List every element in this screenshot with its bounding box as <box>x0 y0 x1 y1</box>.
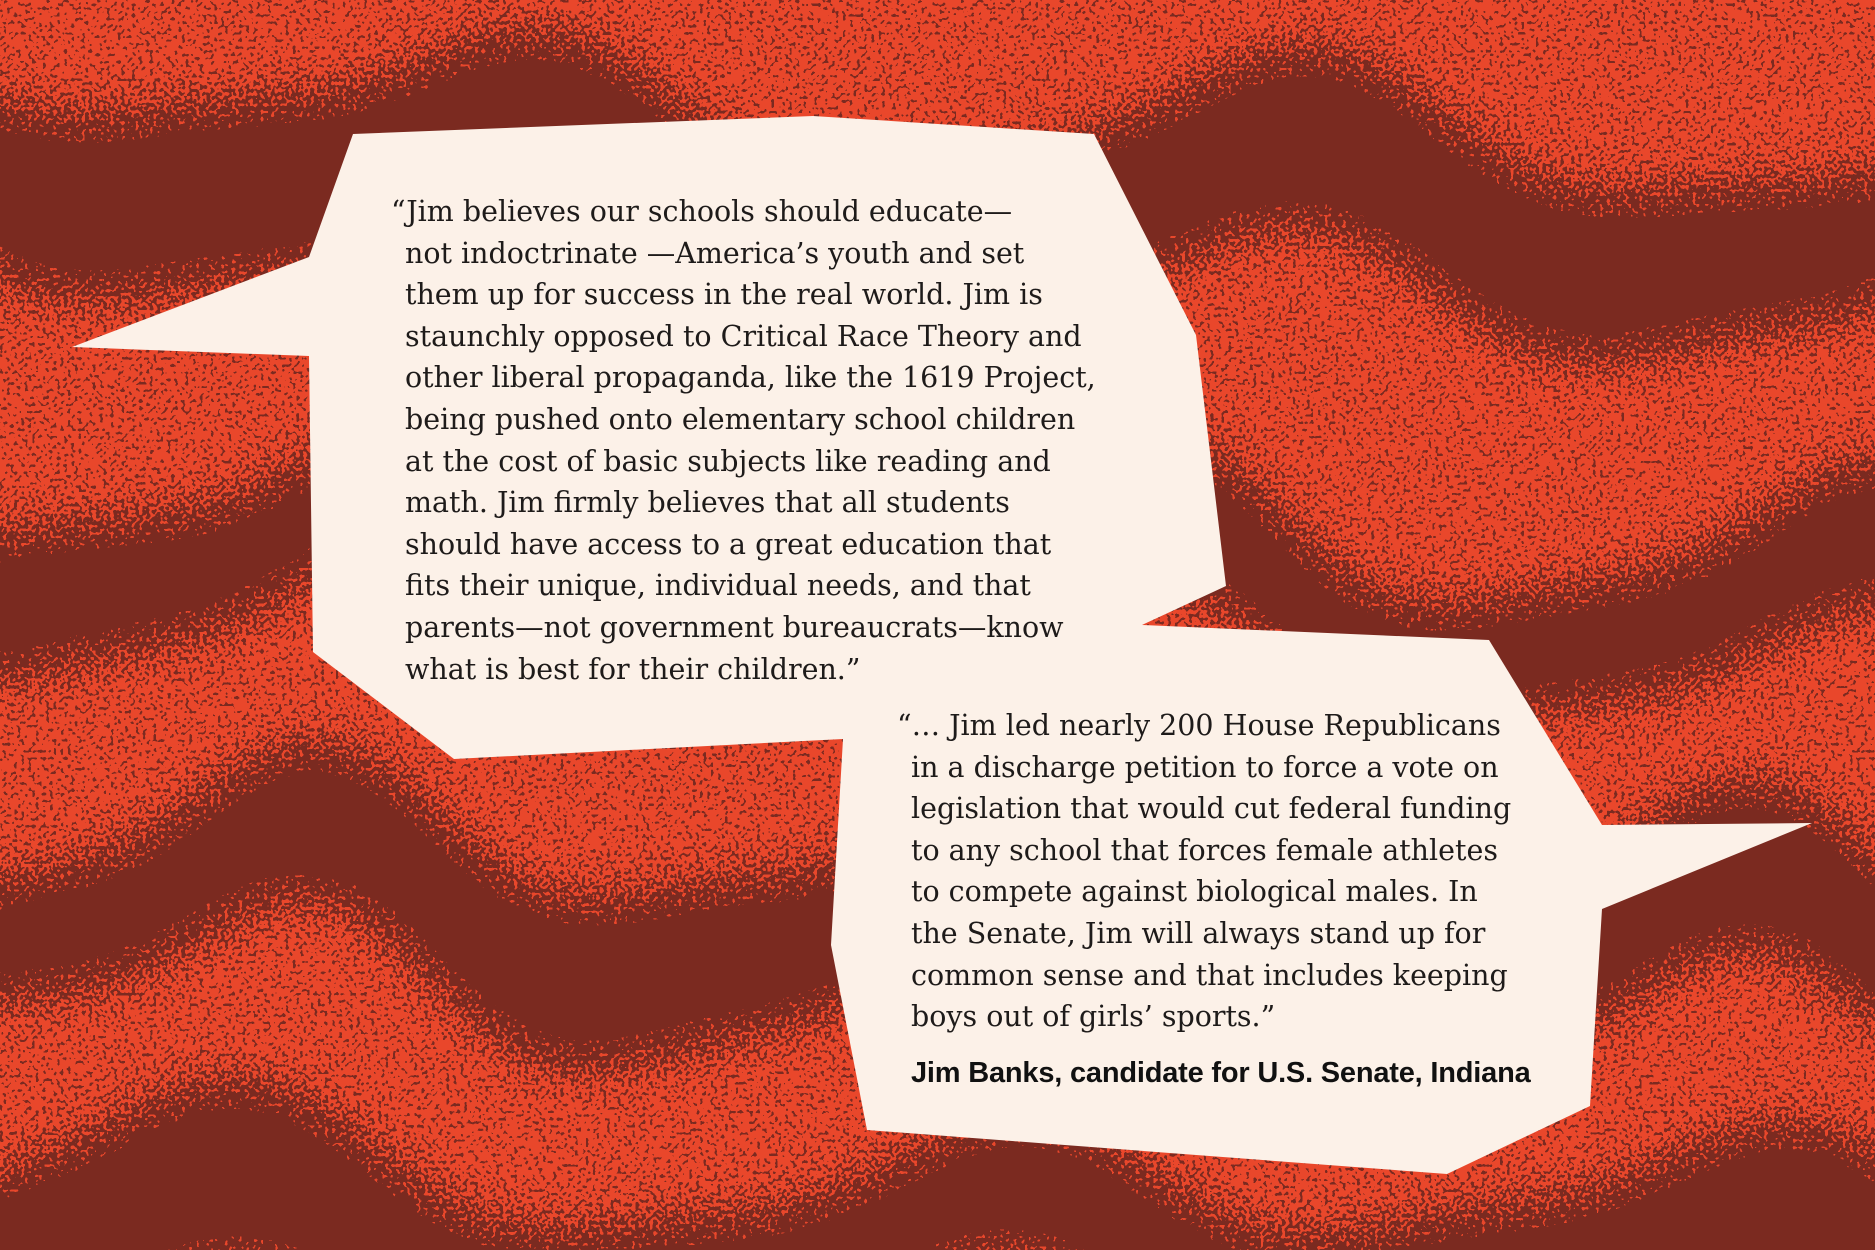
quote-line: common sense and that includes keeping <box>911 958 1508 992</box>
quote-line: to any school that forces female athletes <box>911 833 1498 867</box>
quote-line: them up for success in the real world. Jim is <box>405 278 1043 312</box>
quote-line: “Jim believes our schools should educate— <box>391 195 1013 228</box>
quote-line: fits their unique, individual needs, and that <box>405 569 1031 603</box>
quote-line: not indoctrinate —America’s youth and set <box>405 236 1025 270</box>
quote-line: the Senate, Jim will always stand up for <box>911 916 1486 950</box>
quote-line: math. Jim firmly believes that all students <box>405 486 1010 520</box>
quote-line: should have access to a great education that <box>405 527 1052 561</box>
quote-line: being pushed onto elementary school children <box>405 402 1076 436</box>
quote-line: staunchly opposed to Critical Race Theory and <box>405 319 1082 353</box>
quote-primary <box>391 191 1096 690</box>
quote-line: boys out of girls’ sports.” <box>911 1000 1276 1034</box>
quote-line: what is best for their children.” <box>405 652 861 686</box>
quote-line: in a discharge petition to force a vote on <box>911 750 1499 784</box>
quote-line: “… Jim led nearly 200 House Republicans <box>897 709 1501 742</box>
quote-line: at the cost of basic subjects like reading and <box>405 444 1051 478</box>
quote-line: to compete against biological males. In <box>911 875 1478 909</box>
quote-attribution: Jim Banks, candidate for U.S. Senate, Indiana <box>911 1057 1531 1089</box>
quote-line: other liberal propaganda, like the 1619 Project, <box>405 361 1096 395</box>
quote-line: legislation that would cut federal funding <box>911 792 1512 826</box>
quote-secondary <box>897 705 1512 1038</box>
quote-line: parents—not government bureaucrats—know <box>405 610 1064 644</box>
